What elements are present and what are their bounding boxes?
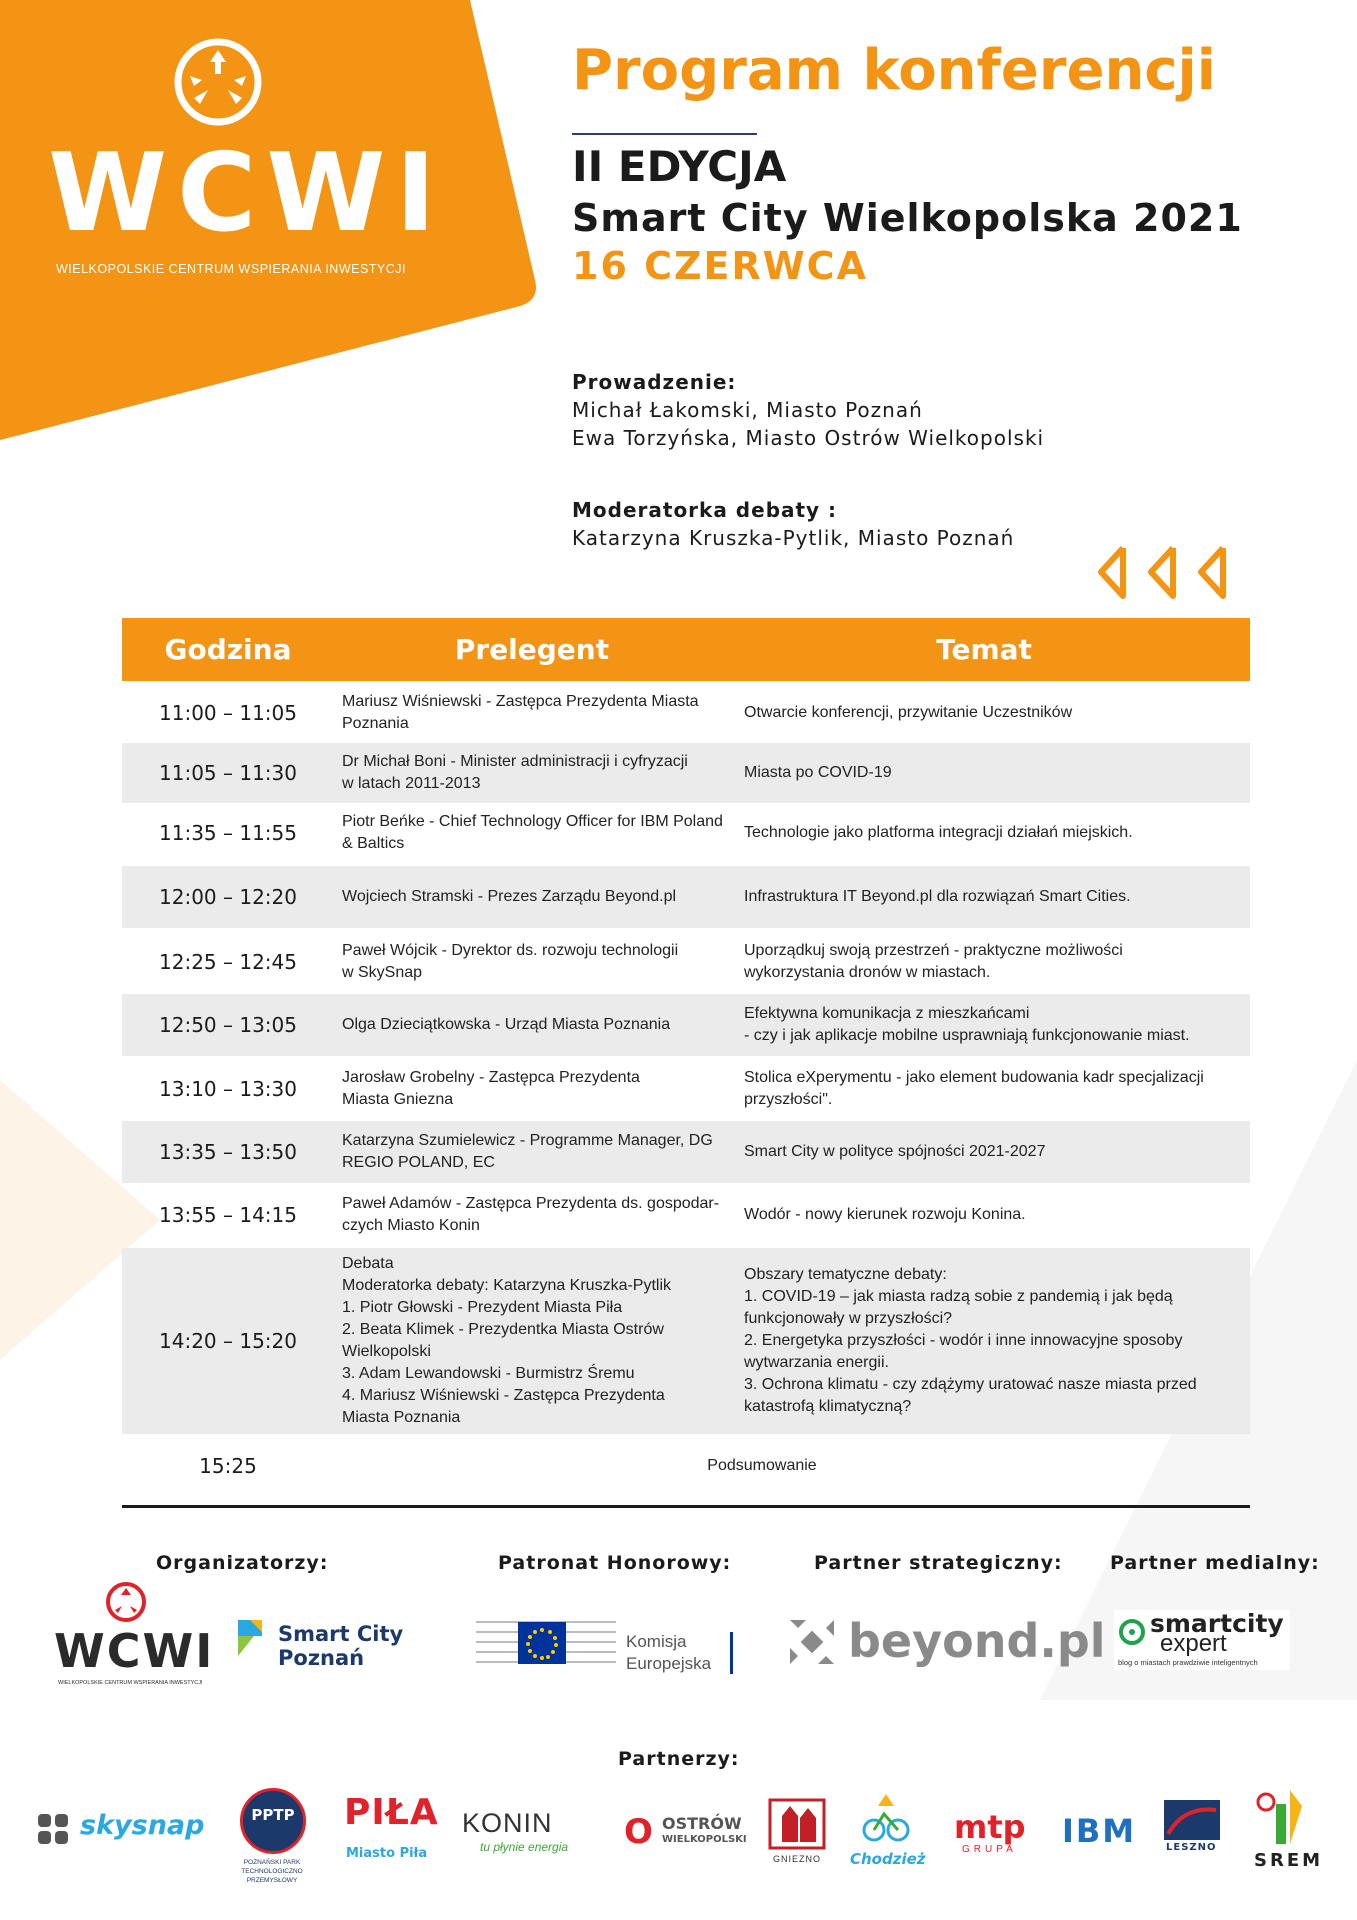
- table-row: [122, 994, 1250, 1056]
- column-header-time: Godzina: [164, 633, 292, 666]
- row-speaker: Piotr Beńke - Chief Technology Officer for IBM Poland & Baltics: [342, 813, 723, 852]
- chodziez-logo: [846, 1792, 926, 1882]
- partners-label: Partnerzy:: [618, 1748, 740, 1770]
- beyond-text: beyond.pl: [848, 1614, 1106, 1668]
- table-row: [122, 866, 1250, 928]
- row-time: 12:25 – 12:45: [159, 950, 297, 974]
- table-row: [122, 931, 1250, 993]
- smart-city-poznan-logo: [234, 1612, 414, 1682]
- wcwi-logo-subtitle: WIELKOPOLSKIE CENTRUM WSPIERANIA INWESTYCJI: [56, 262, 407, 276]
- smart-city-icon: [234, 1616, 266, 1660]
- table-row: [122, 1058, 1250, 1120]
- schedule-table-header: [122, 618, 1250, 681]
- ibm-logo: [1062, 1812, 1142, 1852]
- pptp-text: PPTP: [251, 1806, 295, 1824]
- eu-flag-icon: [476, 1602, 616, 1682]
- srem-text: SREM: [1254, 1850, 1324, 1871]
- row-topic: Obszary tematyczne debaty: 1. COVID-19 – jak miasta radzą sobie z pandemią i jak będą funkcjonowały w przyszłości? 2. Energetyka przyszłości - wodór i inne innowacyjne sposoby wytwarzania energii. 3. Ochrona klimatu - czy zdążymy uratować nasze miasta przed katastrofą klimatyczną?: [744, 1266, 1197, 1415]
- leszno-text: LESZNO: [1166, 1842, 1217, 1853]
- row-topic: Efektywna komunikacja z mieszkańcami - czy i jak aplikacje mobilne usprawniają funkcjonowanie miast.: [744, 1005, 1190, 1044]
- srem-tower-icon: [1254, 1786, 1310, 1846]
- row-time: 12:00 – 12:20: [159, 885, 297, 909]
- row-time: 13:35 – 13:50: [159, 1140, 297, 1164]
- smartcity-tagline: blog o miastach prawdziwie inteligentnych: [1118, 1658, 1258, 1667]
- row-topic: Wodór - nowy kierunek rozwoju Konina.: [744, 1206, 1026, 1223]
- smartcity-expert-icon: [1118, 1618, 1146, 1646]
- beyond-arrows-icon: [786, 1616, 838, 1668]
- row-speaker: Debata Moderatorka debaty: Katarzyna Kruszka-Pytlik 1. Piotr Głowski - Prezydent Miasta Piła 2. Beata Klimek - Prezydentka Miasta Ostrów Wielkopolski 3. Adam Lewandowski - Burmistrz Śremu 4. Mariusz Wiśniewski - Zastępca Prezydenta Miasta Poznania: [342, 1255, 672, 1426]
- wcwi-emblem-small-icon: [104, 1580, 148, 1624]
- table-row: [122, 1184, 1250, 1246]
- hosts-label: Prowadzenie:: [572, 370, 737, 394]
- row-topic: Infrastruktura IT Beyond.pl dla rozwiązań Smart Cities.: [744, 888, 1131, 905]
- row-topic: Miasta po COVID-19: [744, 764, 892, 781]
- column-header-topic: Temat: [936, 633, 1032, 666]
- wcwi-logo: [54, 1580, 215, 1690]
- chevron-left-arrows-icon: [1095, 544, 1245, 600]
- srem-logo: [1250, 1786, 1324, 1896]
- row-speaker: Wojciech Stramski - Prezes Zarządu Beyond.pl: [342, 888, 677, 905]
- european-commission-logo: [476, 1602, 738, 1682]
- smartcity-text: smartcity: [1150, 1609, 1284, 1638]
- ostrow-text: OSTRÓW: [662, 1814, 742, 1833]
- organizers-label: Organizatorzy:: [156, 1552, 329, 1574]
- row-time: 11:00 – 11:05: [159, 701, 297, 725]
- row-time: 15:25: [199, 1454, 257, 1478]
- host-name: Michał Łakomski, Miasto Poznań: [572, 398, 923, 422]
- table-row: [122, 683, 1250, 743]
- row-time: 11:35 – 11:55: [159, 821, 297, 845]
- column-header-speaker: Prelegent: [454, 633, 610, 666]
- row-topic: Smart City w polityce spójności 2021-2027: [744, 1143, 1046, 1160]
- row-closing-label: Podsumowanie: [707, 1457, 817, 1474]
- pptp-subtitle: POZNAŃSKI PARK TECHNOLOGICZNO PRZEMYSŁOWY: [241, 1859, 303, 1884]
- konin-tagline: tu płynie energia: [480, 1840, 569, 1854]
- row-time: 13:55 – 14:15: [159, 1203, 297, 1227]
- pila-text: PIŁA: [344, 1792, 439, 1833]
- ostrow-logo: [624, 1812, 746, 1862]
- beyond-logo: [786, 1610, 1106, 1680]
- europejska-text: Europejska: [626, 1654, 712, 1673]
- table-row: [122, 1248, 1250, 1434]
- wcwi-emblem-icon: [172, 36, 264, 128]
- chodziez-text: Chodzież: [850, 1850, 926, 1868]
- commission-divider: [730, 1632, 733, 1674]
- table-bottom-rule: [122, 1505, 1250, 1508]
- wcwi-logo-text: WCWI: [48, 131, 446, 256]
- event-date: 16 CZERWCA: [572, 244, 868, 288]
- edition-label: II EDYCJA: [572, 142, 787, 191]
- leszno-emblem-icon: [1164, 1800, 1220, 1840]
- moderator-name: Katarzyna Kruszka-Pytlik, Miasto Poznań: [572, 526, 1015, 550]
- row-time: 14:20 – 15:20: [159, 1329, 297, 1353]
- moderator-label: Moderatorka debaty :: [572, 498, 838, 522]
- ostrow-o-icon: O: [624, 1812, 653, 1852]
- row-speaker: Paweł Wójcik - Dyrektor ds. rozwoju technologii w SkySnap: [342, 942, 679, 981]
- mtp-logo: [954, 1808, 1044, 1868]
- row-speaker: Katarzyna Szumielewicz - Programme Manager, DG REGIO POLAND, EC: [342, 1132, 713, 1171]
- skysnap-text: skysnap: [80, 1810, 205, 1841]
- media-partner-label: Partner medialny:: [1110, 1552, 1320, 1574]
- wcwi-logo-sub: WIELKOPOLSKIE CENTRUM WSPIERANIA INWESTYCJI: [58, 1680, 203, 1686]
- expert-text: expert: [1160, 1630, 1227, 1657]
- chodziez-bike-icon: [860, 1792, 912, 1844]
- mtp-text: mtp: [954, 1808, 1026, 1846]
- ostrow-subtitle: WIELKOPOLSKI: [662, 1834, 747, 1845]
- row-topic: Otwarcie konferencji, przywitanie Uczestników: [744, 704, 1073, 721]
- table-row: [122, 803, 1250, 863]
- pila-logo: [340, 1792, 439, 1872]
- mtp-subtitle: GRUPA: [962, 1844, 1017, 1855]
- host-name: Ewa Torzyńska, Miasto Ostrów Wielkopolski: [572, 426, 1045, 450]
- row-topic: Uporządkuj swoją przestrzeń - praktyczne możliwości wykorzystania dronów w miastach.: [744, 942, 1123, 981]
- smartcity-expert-logo: [1114, 1610, 1290, 1670]
- row-time: 12:50 – 13:05: [159, 1013, 297, 1037]
- konin-text: KONIN: [462, 1808, 553, 1838]
- title-divider: [572, 133, 757, 135]
- row-topic: Stolica eXperymentu - jako element budowania kadr specjalizacji przyszłości".: [744, 1069, 1204, 1108]
- komisja-text: Komisja: [626, 1632, 687, 1651]
- event-name: Smart City Wielkopolska 2021: [572, 196, 1243, 240]
- gniezno-crest-icon: [768, 1798, 826, 1850]
- row-speaker: Jarosław Grobelny - Zastępca Prezydenta Miasta Gniezna: [342, 1069, 640, 1108]
- konin-logo: [462, 1808, 602, 1868]
- page-title: Program konferencji: [572, 38, 1216, 103]
- row-speaker: Dr Michał Boni - Minister administracji i cyfryzacji w latach 2011-2013: [342, 753, 688, 792]
- pptp-logo: [232, 1788, 312, 1898]
- row-time: 11:05 – 11:30: [159, 761, 297, 785]
- table-row: [122, 743, 1250, 803]
- gniezno-text: GNIEZNO: [772, 1854, 821, 1864]
- leszno-logo: [1164, 1800, 1220, 1860]
- row-topic: Technologie jako platforma integracji działań miejskich.: [744, 824, 1133, 841]
- gniezno-logo: [764, 1798, 830, 1878]
- ibm-text: IBM: [1062, 1812, 1137, 1850]
- skysnap-logo: [36, 1810, 206, 1850]
- row-time: 13:10 – 13:30: [159, 1077, 297, 1101]
- honorary-patronage-label: Patronat Honorowy:: [498, 1552, 732, 1574]
- row-speaker: Mariusz Wiśniewski - Zastępca Prezydenta Miasta Poznania: [342, 693, 699, 732]
- poznan-text: Poznań: [278, 1646, 365, 1670]
- wcwi-logo-word: WCWI: [54, 1624, 215, 1678]
- pila-subtitle: Miasto Piła: [346, 1846, 428, 1861]
- row-speaker: Paweł Adamów - Zastępca Prezydenta ds. gospodar- czych Miasto Konin: [342, 1195, 720, 1234]
- table-row-closing: [122, 1436, 1250, 1496]
- skysnap-icon: [36, 1812, 70, 1846]
- table-row: [122, 1121, 1250, 1183]
- smart-city-text: Smart City: [278, 1622, 404, 1646]
- row-speaker: Olga Dzieciątkowska - Urząd Miasta Poznania: [342, 1016, 671, 1033]
- strategic-partner-label: Partner strategiczny:: [814, 1552, 1063, 1574]
